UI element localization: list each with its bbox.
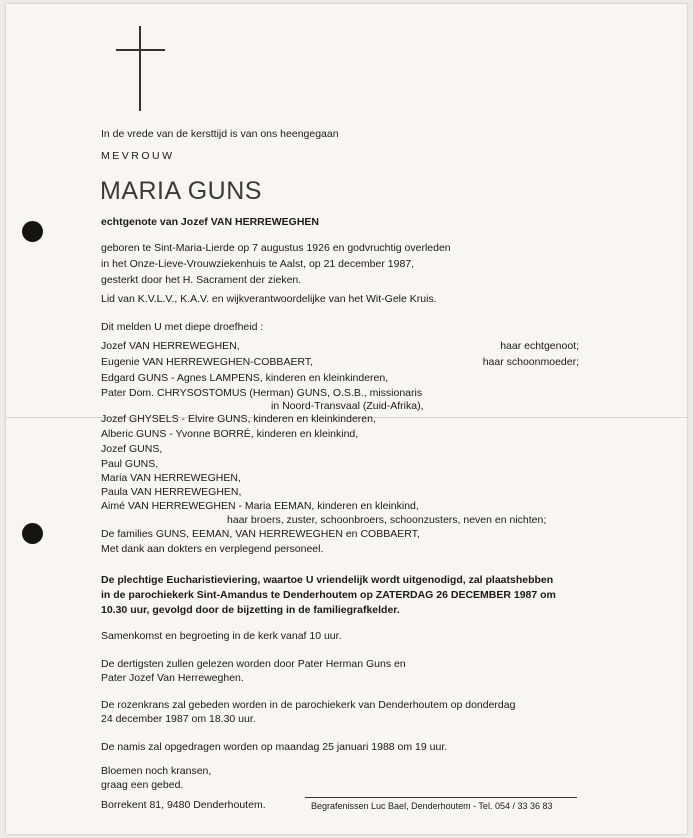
thirtieth-line: Pater Jozef Van Herreweghen.: [101, 672, 244, 684]
thanks-line: Met dank aan dokters en verplegend personeel.: [101, 543, 324, 555]
undertaker-line: Begrafenissen Luc Bael, Denderhoutem - Tel. 054 / 33 36 83: [311, 801, 553, 811]
thirtieth-line: De dertigsten zullen gelezen worden door Pater Herman Guns en: [101, 658, 406, 670]
ceremony-line: De plechtige Eucharistieviering, waartoe U vriendelijk wordt uitgenodigd, zal plaatshebben: [101, 574, 554, 586]
family-relation: haar schoonmoeder;: [482, 356, 579, 368]
family-relatives-line: haar broers, zuster, schoonbroers, schoonzusters, neven en nichten;: [227, 514, 547, 526]
bio-line: gesterkt door het H. Sacrament der zieken.: [101, 274, 302, 286]
ceremony-line: in de parochiekerk Sint-Amandus te Denderhoutem op ZATERDAG 26 DECEMBER 1987 om: [101, 589, 556, 601]
punch-hole-bottom: [22, 523, 43, 544]
ceremony-line: 10.30 uur, gevolgd door de bijzetting in de familiegrafkelder.: [101, 604, 400, 616]
bio-line: geboren te Sint-Maria-Lierde op 7 augustus 1926 en godvruchtig overleden: [101, 242, 451, 254]
family-row: in Noord-Transvaal (Zuid-Afrika),: [271, 400, 424, 412]
intro-text: In de vrede van de kersttijd is van ons heengegaan: [101, 128, 339, 140]
family-row: Pater Dom. CHRYSOSTOMUS (Herman) GUNS, O.S.B., missionaris: [101, 387, 423, 399]
family-row: Maria VAN HERREWEGHEN,: [101, 472, 241, 484]
bio-line: in het Onze-Lieve-Vrouwziekenhuis te Aalst, op 21 december 1987,: [101, 258, 415, 270]
announcement-line: Dit melden U met diepe droefheid :: [101, 321, 264, 333]
family-row: Aimé VAN HERREWEGHEN - Maria EEMAN, kinderen en kleinkind,: [101, 500, 419, 512]
flowers-line: Bloemen noch kransen,: [101, 765, 212, 777]
family-row: Jozef VAN HERREWEGHEN,: [101, 340, 240, 352]
family-relation: haar echtgenoot;: [500, 340, 579, 352]
mass-line: De namis zal opgedragen worden op maandag 25 januari 1988 om 19 uur.: [101, 741, 448, 753]
family-row: Alberic GUNS - Yvonne BORRÉ, kinderen en kleinkind,: [101, 428, 359, 440]
family-row: Jozef GUNS,: [101, 443, 163, 455]
flowers-line: graag een gebed.: [101, 779, 184, 791]
family-row: Edgard GUNS - Agnes LAMPENS, kinderen en kleinkinderen,: [101, 372, 389, 384]
address-line: Borrekent 81, 9480 Denderhoutem.: [101, 799, 266, 811]
footer-divider: [305, 797, 577, 798]
deceased-name: MARIA GUNS: [100, 177, 262, 205]
title-prefix: MEVROUW: [101, 150, 175, 162]
family-row: Eugenie VAN HERREWEGHEN-COBBAERT,: [101, 356, 314, 368]
rosary-line: De rozenkrans zal gebeden worden in de parochiekerk van Denderhoutem op donderdag: [101, 699, 516, 711]
family-row: Paul GUNS,: [101, 458, 159, 470]
rosary-line: 24 december 1987 om 18.30 uur.: [101, 713, 256, 725]
membership-line: Lid van K.V.L.V., K.A.V. en wijkverantwoordelijke van het Wit-Gele Kruis.: [101, 293, 437, 305]
gathering-line: Samenkomst en begroeting in de kerk vanaf 10 uur.: [101, 630, 342, 642]
family-row: Paula VAN HERREWEGHEN,: [101, 486, 242, 498]
spouse-line: echtgenote van Jozef VAN HERREWEGHEN: [101, 216, 320, 228]
family-row: Jozef GHYSELS - Elvire GUNS, kinderen en kleinkinderen,: [101, 413, 376, 425]
punch-hole-top: [22, 221, 43, 242]
families-line: De families GUNS, EEMAN, VAN HERREWEGHEN en COBBAERT,: [101, 528, 420, 540]
